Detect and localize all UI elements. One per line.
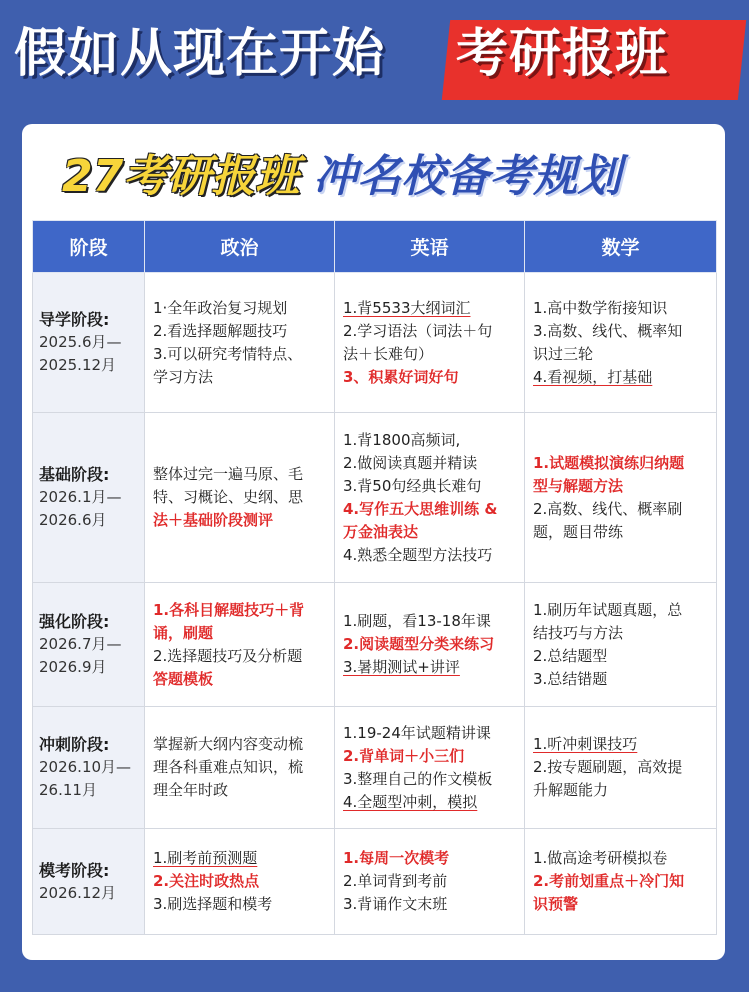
table-row bbox=[33, 583, 717, 707]
plan-card bbox=[22, 124, 725, 960]
stage-date: 2026.7月— bbox=[39, 635, 122, 653]
subtitle bbox=[62, 146, 692, 216]
stage-date: 2026.1月— bbox=[39, 488, 122, 506]
top-banner bbox=[0, 0, 749, 112]
list-item: 3.背诵作文末班 bbox=[343, 895, 448, 913]
list-item: 2.单词背到考前 bbox=[343, 872, 448, 890]
politics-cell bbox=[145, 273, 335, 413]
math-cell bbox=[525, 273, 717, 413]
list-item: 2.做阅读真题并精读 bbox=[343, 453, 478, 472]
list-item: 4.熟悉全题型方法技巧 bbox=[343, 545, 493, 564]
math-cell bbox=[525, 829, 717, 935]
list-item: 1.背1800高频词, bbox=[343, 430, 461, 449]
list-item: 3.可以研究考情特点、 bbox=[153, 344, 303, 363]
table-header-row bbox=[33, 221, 717, 273]
politics-cell bbox=[145, 583, 335, 707]
list-item: 题，题目带练 bbox=[533, 522, 624, 541]
list-item: 答题模板 bbox=[153, 669, 214, 688]
list-item: 1.刷历年试题真题，总 bbox=[533, 600, 683, 619]
list-item: 3.刷选择题和模考 bbox=[153, 895, 273, 913]
list-item: 3.整理自己的作文模板 bbox=[343, 769, 493, 788]
header-politics: 政治 bbox=[145, 221, 335, 273]
list-item: 1.刷考前预测题 bbox=[153, 849, 258, 867]
politics-cell bbox=[145, 707, 335, 829]
list-item: 1.19-24年试题精讲课 bbox=[343, 723, 491, 742]
banner-title-right: 考研报班 bbox=[456, 24, 669, 84]
list-item: 3.背50句经典长难句 bbox=[343, 476, 482, 495]
list-item: 结技巧与方法 bbox=[533, 623, 624, 642]
stage-cell bbox=[33, 707, 145, 829]
english-cell bbox=[335, 413, 525, 583]
list-item: 1.听冲刺课技巧 bbox=[533, 735, 638, 753]
stage-name: 基础阶段: bbox=[39, 465, 110, 484]
stage-name: 模考阶段: bbox=[39, 860, 110, 880]
stage-name: 导学阶段: bbox=[39, 310, 110, 329]
plan-table bbox=[32, 220, 717, 935]
stage-date: 2026.6月 bbox=[39, 511, 107, 529]
stage-date: 2026.12月 bbox=[39, 883, 117, 902]
list-item: 2.总结题型 bbox=[533, 646, 608, 665]
list-item: 1·全年政治复习规划 bbox=[153, 298, 288, 317]
list-item: 2.阅读题型分类来练习 bbox=[343, 635, 495, 653]
list-item: 2.关注时政热点 bbox=[153, 872, 260, 890]
list-item: 2.按专题刷题，高效提 bbox=[533, 758, 683, 776]
list-item: 4.全题型冲刺，模拟 bbox=[343, 792, 478, 811]
table-row bbox=[33, 273, 717, 413]
list-item: 法＋基础阶段测评 bbox=[153, 511, 274, 529]
english-cell bbox=[335, 829, 525, 935]
list-item: 4.写作五大思维训练 & bbox=[343, 499, 498, 518]
header-stage: 阶段 bbox=[33, 221, 145, 273]
stage-cell bbox=[33, 583, 145, 707]
list-item: 2.学习语法（词法＋句 bbox=[343, 321, 493, 340]
stage-date: 26.11月 bbox=[39, 781, 97, 799]
list-item: 识过三轮 bbox=[533, 344, 594, 363]
table-row bbox=[33, 413, 717, 583]
stage-date: 2025.6月— bbox=[39, 333, 122, 351]
list-item: 2.背单词＋小三们 bbox=[343, 746, 465, 765]
list-item: 4.看视频，打基础 bbox=[533, 367, 653, 386]
banner-title-left: 假如从现在开始 bbox=[14, 24, 386, 84]
stage-cell bbox=[33, 829, 145, 935]
math-cell bbox=[525, 707, 717, 829]
header-english: 英语 bbox=[335, 221, 525, 273]
list-item: 特、习概论、史纲、思 bbox=[153, 488, 304, 506]
english-cell bbox=[335, 583, 525, 707]
list-item: 3、积累好词好句 bbox=[343, 367, 459, 386]
math-cell bbox=[525, 413, 717, 583]
stage-cell bbox=[33, 413, 145, 583]
list-item: 3.总结错题 bbox=[533, 669, 608, 688]
stage-date: 2025.12月 bbox=[39, 356, 117, 374]
table-row bbox=[33, 829, 717, 935]
list-item: 掌握新大纲内容变动梳 bbox=[153, 735, 304, 753]
list-item: 识预警 bbox=[533, 895, 579, 913]
list-item: 3.暑期测试+讲评 bbox=[343, 658, 460, 676]
list-item: 2.看选择题解题技巧 bbox=[153, 321, 288, 340]
header-math: 数学 bbox=[525, 221, 717, 273]
list-item: 整体过完一遍马原、毛 bbox=[153, 465, 304, 483]
list-item: 2.选择题技巧及分析题 bbox=[153, 646, 303, 665]
list-item: 学习方法 bbox=[153, 367, 214, 386]
list-item: 1.做高途考研模拟卷 bbox=[533, 849, 668, 867]
list-item: 2.考前划重点＋冷门知 bbox=[533, 872, 685, 890]
stage-date: 2026.9月 bbox=[39, 658, 107, 676]
english-cell bbox=[335, 707, 525, 829]
list-item: 1.各科目解题技巧＋背 bbox=[153, 600, 305, 619]
english-cell bbox=[335, 273, 525, 413]
list-item: 诵，刷题 bbox=[153, 623, 214, 642]
stage-name: 强化阶段: bbox=[39, 612, 110, 631]
list-item: 理全年时政 bbox=[153, 781, 229, 799]
list-item: 1.高中数学衔接知识 bbox=[533, 298, 668, 317]
list-item: 升解题能力 bbox=[533, 781, 609, 799]
list-item: 1.背5533大纲词汇 bbox=[343, 298, 471, 317]
list-item: 1.刷题，看13-18年课 bbox=[343, 612, 491, 630]
list-item: 1.每周一次模考 bbox=[343, 849, 450, 867]
list-item: 3.高数、线代、概率知 bbox=[533, 321, 683, 340]
subtitle-part-b: 冲名校备考规划 bbox=[313, 151, 622, 202]
stage-name: 冲刺阶段: bbox=[39, 735, 110, 754]
list-item: 法＋长难句） bbox=[343, 344, 434, 363]
stage-cell bbox=[33, 273, 145, 413]
list-item: 型与解题方法 bbox=[533, 476, 624, 495]
list-item: 万金油表达 bbox=[343, 522, 419, 541]
politics-cell bbox=[145, 413, 335, 583]
list-item: 2.高数、线代、概率刷 bbox=[533, 499, 683, 518]
list-item: 理各科重难点知识，梳 bbox=[153, 758, 304, 776]
math-cell bbox=[525, 583, 717, 707]
stage-date: 2026.10月— bbox=[39, 758, 132, 776]
subtitle-part-a: 27考研报班 bbox=[62, 151, 300, 202]
politics-cell bbox=[145, 829, 335, 935]
list-item: 1.试题模拟演练归纳题 bbox=[533, 453, 685, 472]
table-row bbox=[33, 707, 717, 829]
